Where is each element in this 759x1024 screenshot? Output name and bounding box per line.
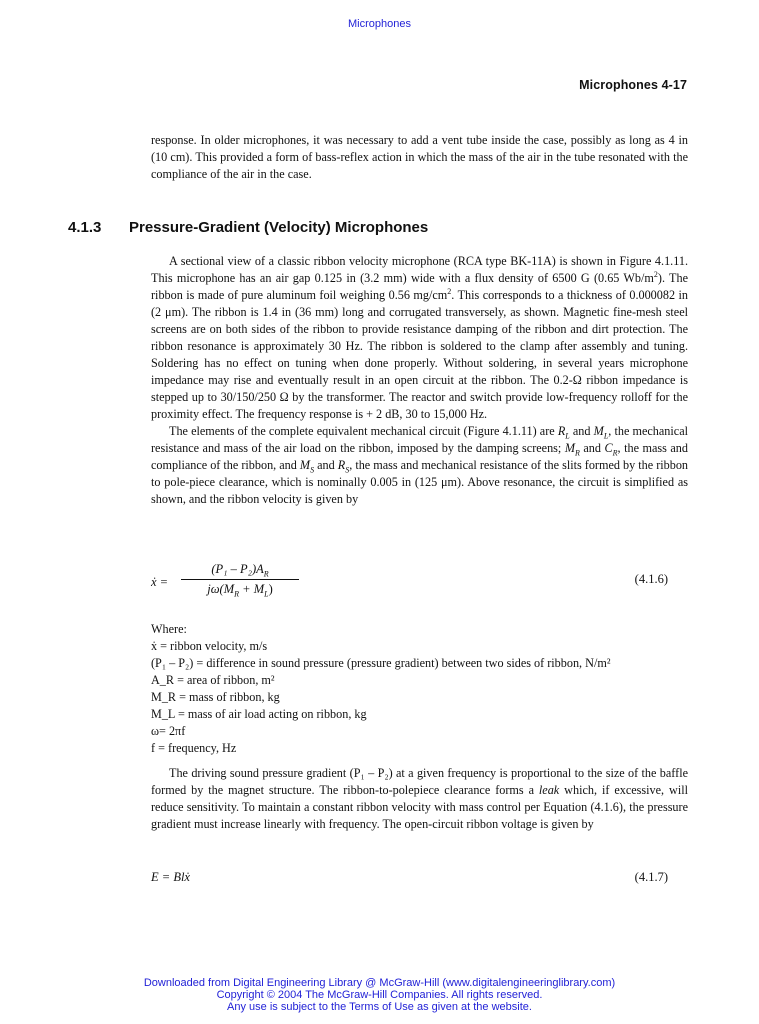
footer [0,977,759,1013]
para2-text-b: ). The ribbon is made of pure aluminum foil weighing 0.56 mg/cm [151,271,688,302]
subscript: R [612,448,618,458]
symbol: R [337,458,346,472]
footer-download-link[interactable]: Downloaded from Digital Engineering Library @ McGraw-Hill (www.digitalengineeringlibrary.com) [143,977,616,989]
equation-lhs: ẋ = [151,575,169,589]
paragraph-description [151,253,688,508]
denominator-text: jω(M [207,582,235,596]
subscript: S [345,465,350,475]
equation-expression: E = Blẋ [151,870,190,884]
emphasis: leak [538,783,560,797]
symbol: M [299,458,311,472]
subscript: L [565,431,570,441]
section-number: 4.1.3 [68,219,102,236]
subscript: R [574,448,580,458]
section-heading [68,219,428,236]
definition-item: ω= 2πf [151,724,186,738]
para3-text: , the mass and compliance of the ribbon, and [151,441,688,472]
definition-item: ẋ = ribbon velocity, m/s [151,639,268,653]
section-title: Pressure-Gradient (Velocity) Microphones [129,219,429,236]
definition-item: f = frequency, Hz [151,741,237,755]
para3-text: and [569,424,594,438]
symbol: M [593,424,604,438]
para3-text: , the mass and mechanical resistance of the slits formed by the ribbon to pole-piece clearance, which is nominally 0.005 in (125 μm). Above resonance, the circuit is simplified as shown, and the ribbon velocity is given by [151,458,689,506]
equation-number: (4.1.6) [634,572,668,586]
variable-definitions [151,621,711,757]
equation-4-1-6 [151,562,688,608]
definition-item: M_L = mass of air load acting on ribbon, kg [151,707,367,721]
para3-text: , the mechanical resistance and mass of the air load on the ribbon, imposed by the damping screens; [151,424,688,455]
para2-text-a: A sectional view of a classic ribbon velocity microphone (RCA type BK-11A) is shown in Figure 4.1.11. This microphone has an air gap 0.125 in (3.2 mm) wide with a flux density of 6500 G (0.65 Wb/m [151,254,688,285]
footer-copyright[interactable]: Copyright © 2004 The McGraw-Hill Companies. All rights reserved. [216,989,543,1001]
para2-text-c: . This corresponds to a thickness of 0.000082 in (2 μm). The ribbon is 1.4 in (36 mm) long and corrugated transversely, as shown. Magnetic fine-mesh steel screens are on both sides of the ribbon to provide resistance damping of the ribbon and dirt protection. The ribbon resonance is approximately 30 Hz. The ribbon is soldered to the clamp after assembly and tuning. Soldering has no effect on tuning when done properly. Without soldering, in several years microphone impedance may rise and eventually result in an open circuit at the ribbon. The 0.2-Ω ribbon impedance is stepped up to 30/150/250 Ω by the transformer. The reactor and switch provide low-frequency rolloff for the proximity effect. The frequency response is + 2 dB, 30 to 15,000 Hz. [151,288,689,421]
para4-text: The driving sound pressure gradient (P₁ – P₂) at a given frequency is proportional to the size of the baffle formed by the magnet structure. The ribbon-to-polepiece clearance forms a [151,766,688,797]
para3-text: The elements of the complete equivalent mechanical circuit (Figure 4.1.11) are [169,424,558,438]
symbol: C [604,441,613,455]
subscript: R [263,569,269,579]
symbol: R [557,424,566,438]
subscript: L [264,589,269,599]
denominator-text: ) [268,582,273,596]
equation-number: (4.1.7) [634,870,668,884]
para3-text: and [314,458,338,472]
superscript: 2 [447,286,452,296]
superscript: 2 [653,269,658,279]
header-chapter-link[interactable]: Microphones [348,18,411,30]
equation-fraction [181,562,299,597]
numerator-text: (P₁ – P₂)A [211,562,264,576]
paragraph-intro: response. In older microphones, it was necessary to add a vent tube inside the case, possibly as long as 4 in (10 cm). This provided a form of bass-reflex action in which the mass of the air in the tube resonated with the compliance of the air in the case. [151,133,688,181]
symbol: M [564,441,575,455]
subscript: L [603,431,609,441]
where-heading: Where: [151,622,187,636]
para3-text: and [579,441,605,455]
definition-item: M_R = mass of ribbon, kg [151,690,280,704]
definition-item: (P₁ – P₂) = difference in sound pressure (pressure gradient) between two sides of ribbon, N/m² [151,656,611,670]
subscript: S [310,465,315,475]
paragraph-pressure-gradient [151,765,688,833]
footer-terms[interactable]: Any use is subject to the Terms of Use as given at the website. [227,1001,532,1013]
equation-4-1-7 [151,870,688,890]
running-head: Microphones 4-17 [579,78,687,92]
equation-numerator [181,562,299,580]
definition-item: A_R = area of ribbon, m² [151,673,275,687]
paragraph-equivalent-circuit [151,423,688,508]
subscript: R [234,589,240,599]
para4-text: which, if excessive, will reduce sensitivity. To maintain a constant ribbon velocity with mass control per Equation (4.1.6), the pressure gradient must increase linearly with frequency. The open-circuit ribbon voltage is given by [151,783,688,831]
equation-denominator [181,580,299,597]
denominator-text: + M [239,582,265,596]
